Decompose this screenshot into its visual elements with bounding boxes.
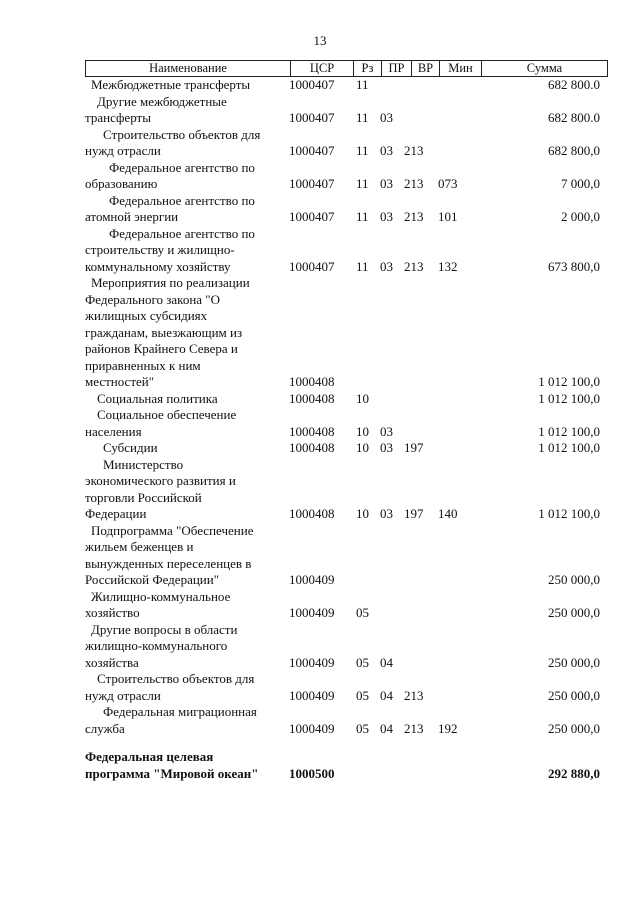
row-name [85,457,280,523]
row-name-line: экономического развития и [85,473,236,488]
row-pr: 03 [380,143,393,158]
row-name-line: местностей" [85,374,155,389]
row-pr: 03 [380,176,393,191]
row-name [85,226,280,276]
row-name-line: Социальное обеспечение [97,407,237,422]
row-pr: 03 [380,506,393,521]
table-row [0,226,640,276]
row-name-line: Другие вопросы в области [91,621,238,637]
row-name [85,622,280,672]
row-name [85,407,280,440]
page-number: 13 [313,33,327,48]
row-name-line: строительству и жилищно- [85,242,235,257]
row-rz: 11 [356,77,369,92]
row-csr: 1000407 [289,110,335,125]
row-pr: 03 [380,440,393,455]
row-sum: 7 000,0 [561,176,600,191]
row-name [85,704,280,737]
row-csr: 1000408 [289,374,335,389]
row-sum: 1 012 100,0 [538,423,600,439]
row-sum: 250 000,0 [548,572,600,587]
row-vr: 213 [404,258,424,274]
row-csr: 1000408 [289,423,335,439]
row-csr: 1000409 [289,720,335,736]
row-rz: 11 [356,110,369,125]
row-sum: 673 800,0 [548,258,600,274]
row-name-line: хозяйства [85,654,139,670]
row-csr: 1000409 [289,687,335,703]
row-name-line: Жилищно-коммунальное [91,588,231,604]
row-pr: 04 [380,654,393,670]
row-name-line: Федеральная целевая [85,749,214,764]
row-sum: 1 012 100,0 [538,390,600,406]
row-name-line: Строительство объектов для [97,671,255,686]
table-row [0,391,640,408]
row-rz: 05 [356,720,369,736]
header-name: Наименование [86,61,291,76]
row-name-line: Субсидии [103,440,158,455]
row-csr: 1000409 [289,572,335,587]
table-row [0,127,640,160]
row-name-line: нужд отрасли [85,687,161,703]
row-name-line: гражданам, выезжающим из [85,324,243,340]
row-name [85,671,280,704]
row-name-line: вынужденных переселенцев в [85,555,252,571]
row-sum: 1 012 100,0 [538,506,600,521]
header-vr: ВР [412,61,440,76]
row-pr: 03 [380,258,393,274]
row-name [85,391,280,408]
row-name-line: Подпрограмма "Обеспечение [91,522,254,538]
row-name-line: Федерации [85,506,147,521]
row-name [85,275,280,391]
row-name [85,193,280,226]
row-name-line: Федеральная миграционная [103,704,257,719]
header-rz: Рз [354,61,382,76]
header-sum: Сумма [526,61,563,75]
row-vr: 213 [404,720,424,736]
row-rz: 11 [356,258,369,274]
row-sum: 682 800,0 [548,143,600,158]
table-row [0,622,640,672]
table-body [0,77,640,782]
row-name [85,127,280,160]
table-row [0,275,640,391]
row-name-line: жилищно-коммунального [85,638,228,653]
row-rz: 10 [356,506,369,521]
header-min: Мин [440,61,482,76]
row-vr: 213 [404,687,424,703]
row-name [85,523,280,589]
row-name-line: служба [85,720,125,736]
row-name-line: населения [85,423,142,439]
row-csr: 1000407 [289,209,335,224]
table-row [0,671,640,704]
table-row [0,440,640,457]
row-csr: 1000500 [289,765,335,781]
row-rz: 05 [356,687,369,703]
table-row [0,749,640,782]
row-name-line: Другие межбюджетные [97,93,227,109]
row-sum: 682 800.0 [548,110,600,125]
row-rz: 11 [356,176,369,191]
row-pr: 03 [380,110,393,125]
row-sum: 250 000,0 [548,720,600,736]
row-name [85,440,280,457]
row-pr: 03 [380,423,393,439]
table-row [0,589,640,622]
table-row [0,457,640,523]
table-row [0,193,640,226]
row-vr: 213 [404,176,424,191]
table-row [0,77,640,94]
row-sum: 1 012 100,0 [538,374,600,389]
row-name-line: программа "Мировой океан" [85,765,259,781]
row-csr: 1000408 [289,390,335,406]
row-name-line: образованию [85,176,158,191]
row-name-line: атомной энергии [85,209,179,224]
row-name-line: торговли Российской [85,489,202,505]
row-name-line: Мероприятия по реализации [91,275,250,290]
row-rz: 10 [356,390,369,406]
row-name-line: Министерство [103,456,184,472]
row-name-line: трансферты [85,110,151,125]
row-name-line: Федеральное агентство по [109,225,255,241]
row-rz: 10 [356,440,369,455]
row-sum: 292 880,0 [548,765,600,781]
row-vr: 213 [404,143,424,158]
row-rz: 11 [356,209,369,224]
row-vr: 197 [404,440,424,455]
row-csr: 1000407 [289,143,335,158]
row-rz: 05 [356,654,369,670]
row-rz: 05 [356,605,369,620]
row-csr: 1000409 [289,654,335,670]
row-name [85,77,280,94]
table-row [0,94,640,127]
row-name-line: жильем беженцев и [85,539,194,554]
row-csr: 1000409 [289,605,335,620]
table-row [0,523,640,589]
row-name-line: Российской Федерации" [85,572,220,587]
row-name-line: жилищных субсидиях [85,308,208,323]
row-name-line: районов Крайнего Севера и [85,341,238,356]
row-name-line: Федеральное агентство по [109,159,255,175]
row-min: 132 [438,258,458,274]
row-name [85,749,280,782]
row-name [85,160,280,193]
row-name-line: Строительство объектов для [103,126,261,142]
row-sum: 250 000,0 [548,687,600,703]
row-sum: 682 800.0 [548,77,600,92]
row-name-line: Социальная политика [97,390,218,406]
row-sum: 1 012 100,0 [538,440,600,455]
row-name-line: коммунальному хозяйству [85,258,231,274]
row-sum: 250 000,0 [548,605,600,620]
row-name-line: Межбюджетные трансферты [91,77,251,92]
header-csr: ЦСР [291,61,354,76]
row-pr: 04 [380,720,393,736]
row-pr: 03 [380,209,393,224]
table-row [0,160,640,193]
row-rz: 11 [356,143,369,158]
row-name-line: Федерального закона "О [85,291,221,307]
row-min: 101 [438,209,458,224]
row-min: 192 [438,720,458,736]
row-rz: 10 [356,423,369,439]
table-row [0,407,640,440]
row-name [85,589,280,622]
row-name-line: нужд отрасли [85,143,161,158]
row-min: 140 [438,506,458,521]
row-sum: 250 000,0 [548,654,600,670]
row-vr: 213 [404,209,424,224]
row-csr: 1000407 [289,77,335,92]
row-min: 073 [438,176,458,191]
row-csr: 1000408 [289,440,335,455]
row-name-line: хозяйство [85,605,140,620]
row-pr: 04 [380,687,393,703]
row-name-line: Федеральное агентство по [109,192,255,208]
row-csr: 1000407 [289,176,335,191]
row-name [85,94,280,127]
table-header [85,60,608,77]
row-csr: 1000407 [289,258,335,274]
row-name-line: приравненных к ним [85,357,201,373]
row-sum: 2 000,0 [561,209,600,224]
row-vr: 197 [404,506,424,521]
table-row [0,704,640,737]
header-pr: ПР [382,61,412,76]
row-csr: 1000408 [289,506,335,521]
